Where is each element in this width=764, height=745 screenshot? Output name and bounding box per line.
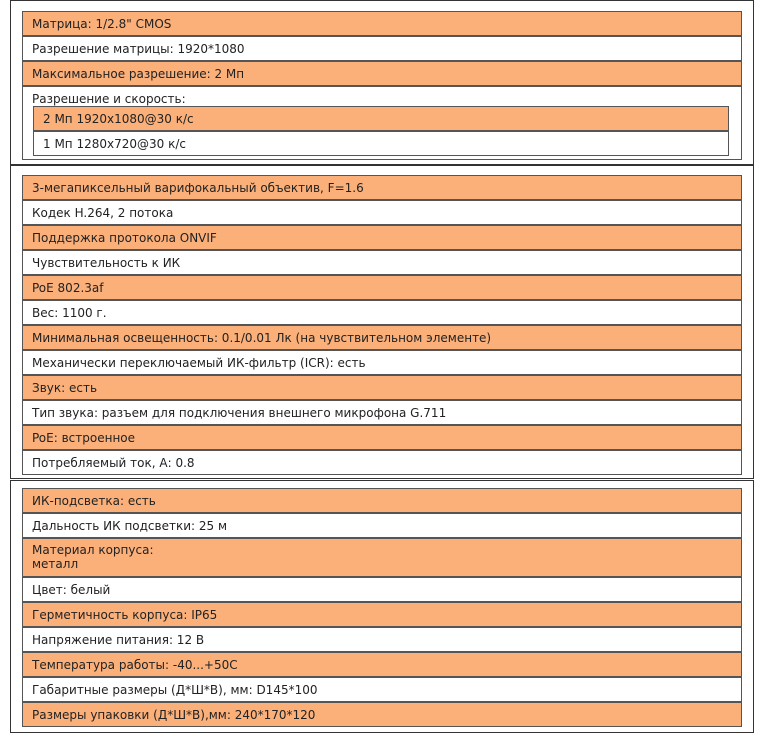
spec-row — [22, 602, 742, 627]
material-label: Материал корпуса: — [32, 543, 154, 557]
spec-row — [22, 325, 742, 350]
resolution-option — [33, 106, 729, 131]
spec-row — [22, 425, 742, 450]
resolution-label: Разрешение и скорость: — [32, 92, 186, 106]
spec-row — [22, 577, 742, 602]
spec-text: Звук: есть — [32, 380, 98, 395]
spec-row — [22, 513, 742, 538]
spec-row — [22, 175, 742, 200]
spec-text: 3-мегапиксельный варифокальный объектив, F=1.6 — [32, 180, 364, 195]
spec-row — [22, 36, 742, 61]
spec-text: Минимальная освещенность: 0.1/0.01 Лк (на чувствительном элементе) — [32, 330, 492, 345]
spec-text: Разрешение матрицы: 1920*1080 — [32, 41, 245, 56]
resolution-group — [22, 86, 742, 160]
resolution-option-text: 2 Мп 1920x1080@30 к/с — [43, 111, 194, 126]
spec-row — [22, 652, 742, 677]
spec-row — [22, 275, 742, 300]
spec-row — [22, 702, 742, 727]
spec-text: Размеры упаковки (Д*Ш*В),мм: 240*170*120 — [32, 707, 316, 722]
spec-text: Вес: 1100 г. — [32, 305, 107, 320]
spec-text: Матрица: 1/2.8" CMOS — [32, 16, 172, 31]
spec-text: ИК-подсветка: есть — [32, 493, 156, 508]
spec-text: Механически переключаемый ИК-фильтр (ICR): есть — [32, 355, 366, 370]
spec-text: Поддержка протокола ONVIF — [32, 230, 217, 245]
spec-row — [22, 627, 742, 652]
spec-text: Дальность ИК подсветки: 25 м — [32, 518, 228, 533]
spec-text: PoE 802.3af — [32, 280, 104, 295]
spec-row — [22, 61, 742, 86]
spec-row — [22, 250, 742, 275]
spec-text: Герметичность корпуса: IP65 — [32, 607, 218, 622]
spec-group-sensor — [10, 0, 754, 165]
spec-row — [22, 488, 742, 513]
resolution-option-text: 1 Мп 1280x720@30 к/с — [43, 136, 186, 151]
spec-row — [22, 225, 742, 250]
spec-text: Тип звука: разъем для подключения внешнего микрофона G.711 — [32, 405, 447, 420]
spec-group-housing — [10, 480, 754, 733]
spec-text: Напряжение питания: 12 В — [32, 632, 205, 647]
spec-row — [22, 300, 742, 325]
spec-text: Чувствительность к ИК — [32, 255, 181, 270]
spec-text: Габаритные размеры (Д*Ш*В), мм: D145*100 — [32, 682, 318, 697]
spec-row — [22, 11, 742, 36]
spec-row — [22, 677, 742, 702]
spec-row — [22, 450, 742, 475]
spec-row — [22, 400, 742, 425]
spec-text: Цвет: белый — [32, 582, 111, 597]
spec-row-material — [22, 538, 742, 577]
spec-row — [22, 375, 742, 400]
spec-text: Максимальное разрешение: 2 Мп — [32, 66, 245, 81]
spec-row — [22, 350, 742, 375]
spec-text: PoE: встроенное — [32, 430, 136, 445]
material-value: металл — [32, 557, 79, 571]
spec-text: Температура работы: -40...+50С — [32, 657, 238, 672]
resolution-option — [33, 131, 729, 156]
spec-row — [22, 200, 742, 225]
spec-text: Потребляемый ток, А: 0.8 — [32, 455, 195, 470]
spec-group-features — [10, 165, 754, 479]
spec-text: Кодек H.264, 2 потока — [32, 205, 174, 220]
